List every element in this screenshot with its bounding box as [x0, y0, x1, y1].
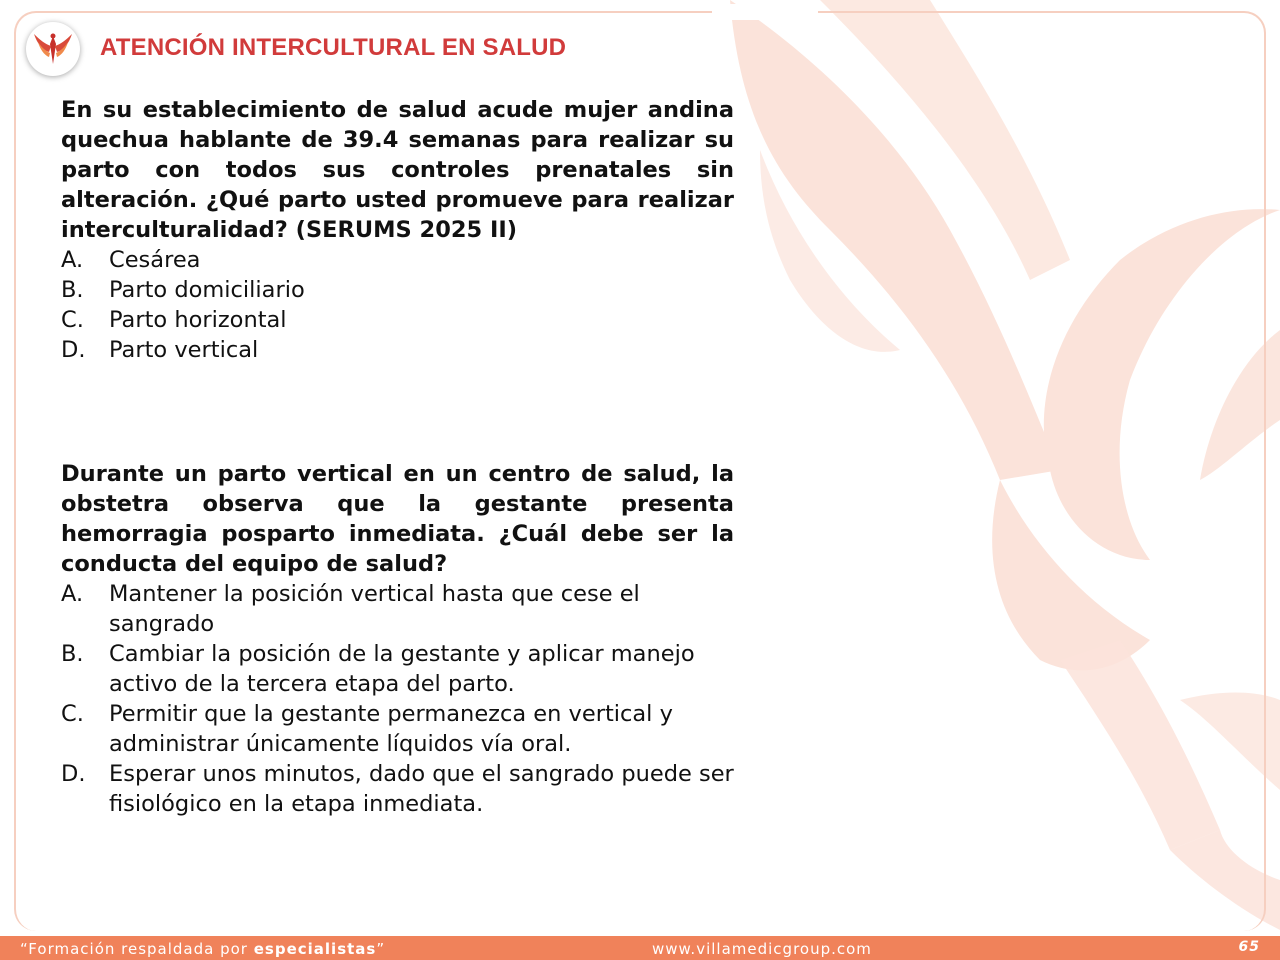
- question-1-options: [61, 245, 741, 365]
- option-letter: B.: [61, 641, 84, 667]
- page-number: 65: [1238, 939, 1260, 955]
- footer-website: www.villamedicgroup.com: [652, 940, 872, 958]
- option-text: Parto horizontal: [109, 307, 287, 333]
- question-2-options: [61, 579, 741, 819]
- question-1-option-d: [61, 335, 741, 365]
- logo: [26, 22, 80, 76]
- option-letter: D.: [61, 337, 86, 363]
- question-2-option-b: [61, 639, 741, 699]
- option-text: Parto vertical: [109, 337, 259, 363]
- phoenix-logo-icon: [32, 30, 74, 68]
- option-text: Permitir que la gestante permanezca en vertical y administrar únicamente líquidos vía oral.: [109, 701, 673, 757]
- question-2-option-a: [61, 579, 741, 639]
- option-letter: C.: [61, 307, 84, 333]
- footer-slogan-end: ”: [376, 940, 386, 958]
- question-2-stem: Durante un parto vertical en un centro de salud, la obstetra observa que la gestante presenta hemorragia posparto inmediata. ¿Cuál debe ser la conducta del equipo de salud?: [61, 461, 734, 577]
- option-letter: C.: [61, 701, 84, 727]
- question-1-option-c: [61, 305, 741, 335]
- frame-gap: [712, 4, 818, 20]
- footer-bar: [0, 936, 1280, 960]
- question-1-stem: En su establecimiento de salud acude mujer andina quechua hablante de 39.4 semanas para realizar su parto con todos sus controles prenatales sin alteración. ¿Qué parto usted promueve para realizar interculturalidad? (SERUMS 2025 II): [61, 97, 734, 243]
- question-1-option-a: [61, 245, 741, 275]
- option-text: Cesárea: [109, 247, 201, 273]
- option-letter: A.: [61, 581, 84, 607]
- option-text: Mantener la posición vertical hasta que cese el sangrado: [109, 581, 640, 637]
- footer-slogan-start: “Formación respaldada por: [20, 940, 254, 958]
- question-2-option-c: [61, 699, 741, 759]
- question-1-option-b: [61, 275, 741, 305]
- option-letter: B.: [61, 277, 84, 303]
- option-text: Cambiar la posición de la gestante y aplicar manejo activo de la tercera etapa del parto.: [109, 641, 695, 697]
- question-2-option-d: [61, 759, 741, 819]
- option-text: Parto domiciliario: [109, 277, 305, 303]
- option-text: Esperar unos minutos, dado que el sangrado puede ser fisiológico en la etapa inmediata.: [109, 761, 734, 817]
- option-letter: A.: [61, 247, 84, 273]
- footer-slogan: [20, 940, 385, 958]
- option-letter: D.: [61, 761, 86, 787]
- footer-slogan-bold: especialistas: [253, 940, 377, 958]
- page-title: ATENCIÓN INTERCULTURAL EN SALUD: [100, 34, 567, 61]
